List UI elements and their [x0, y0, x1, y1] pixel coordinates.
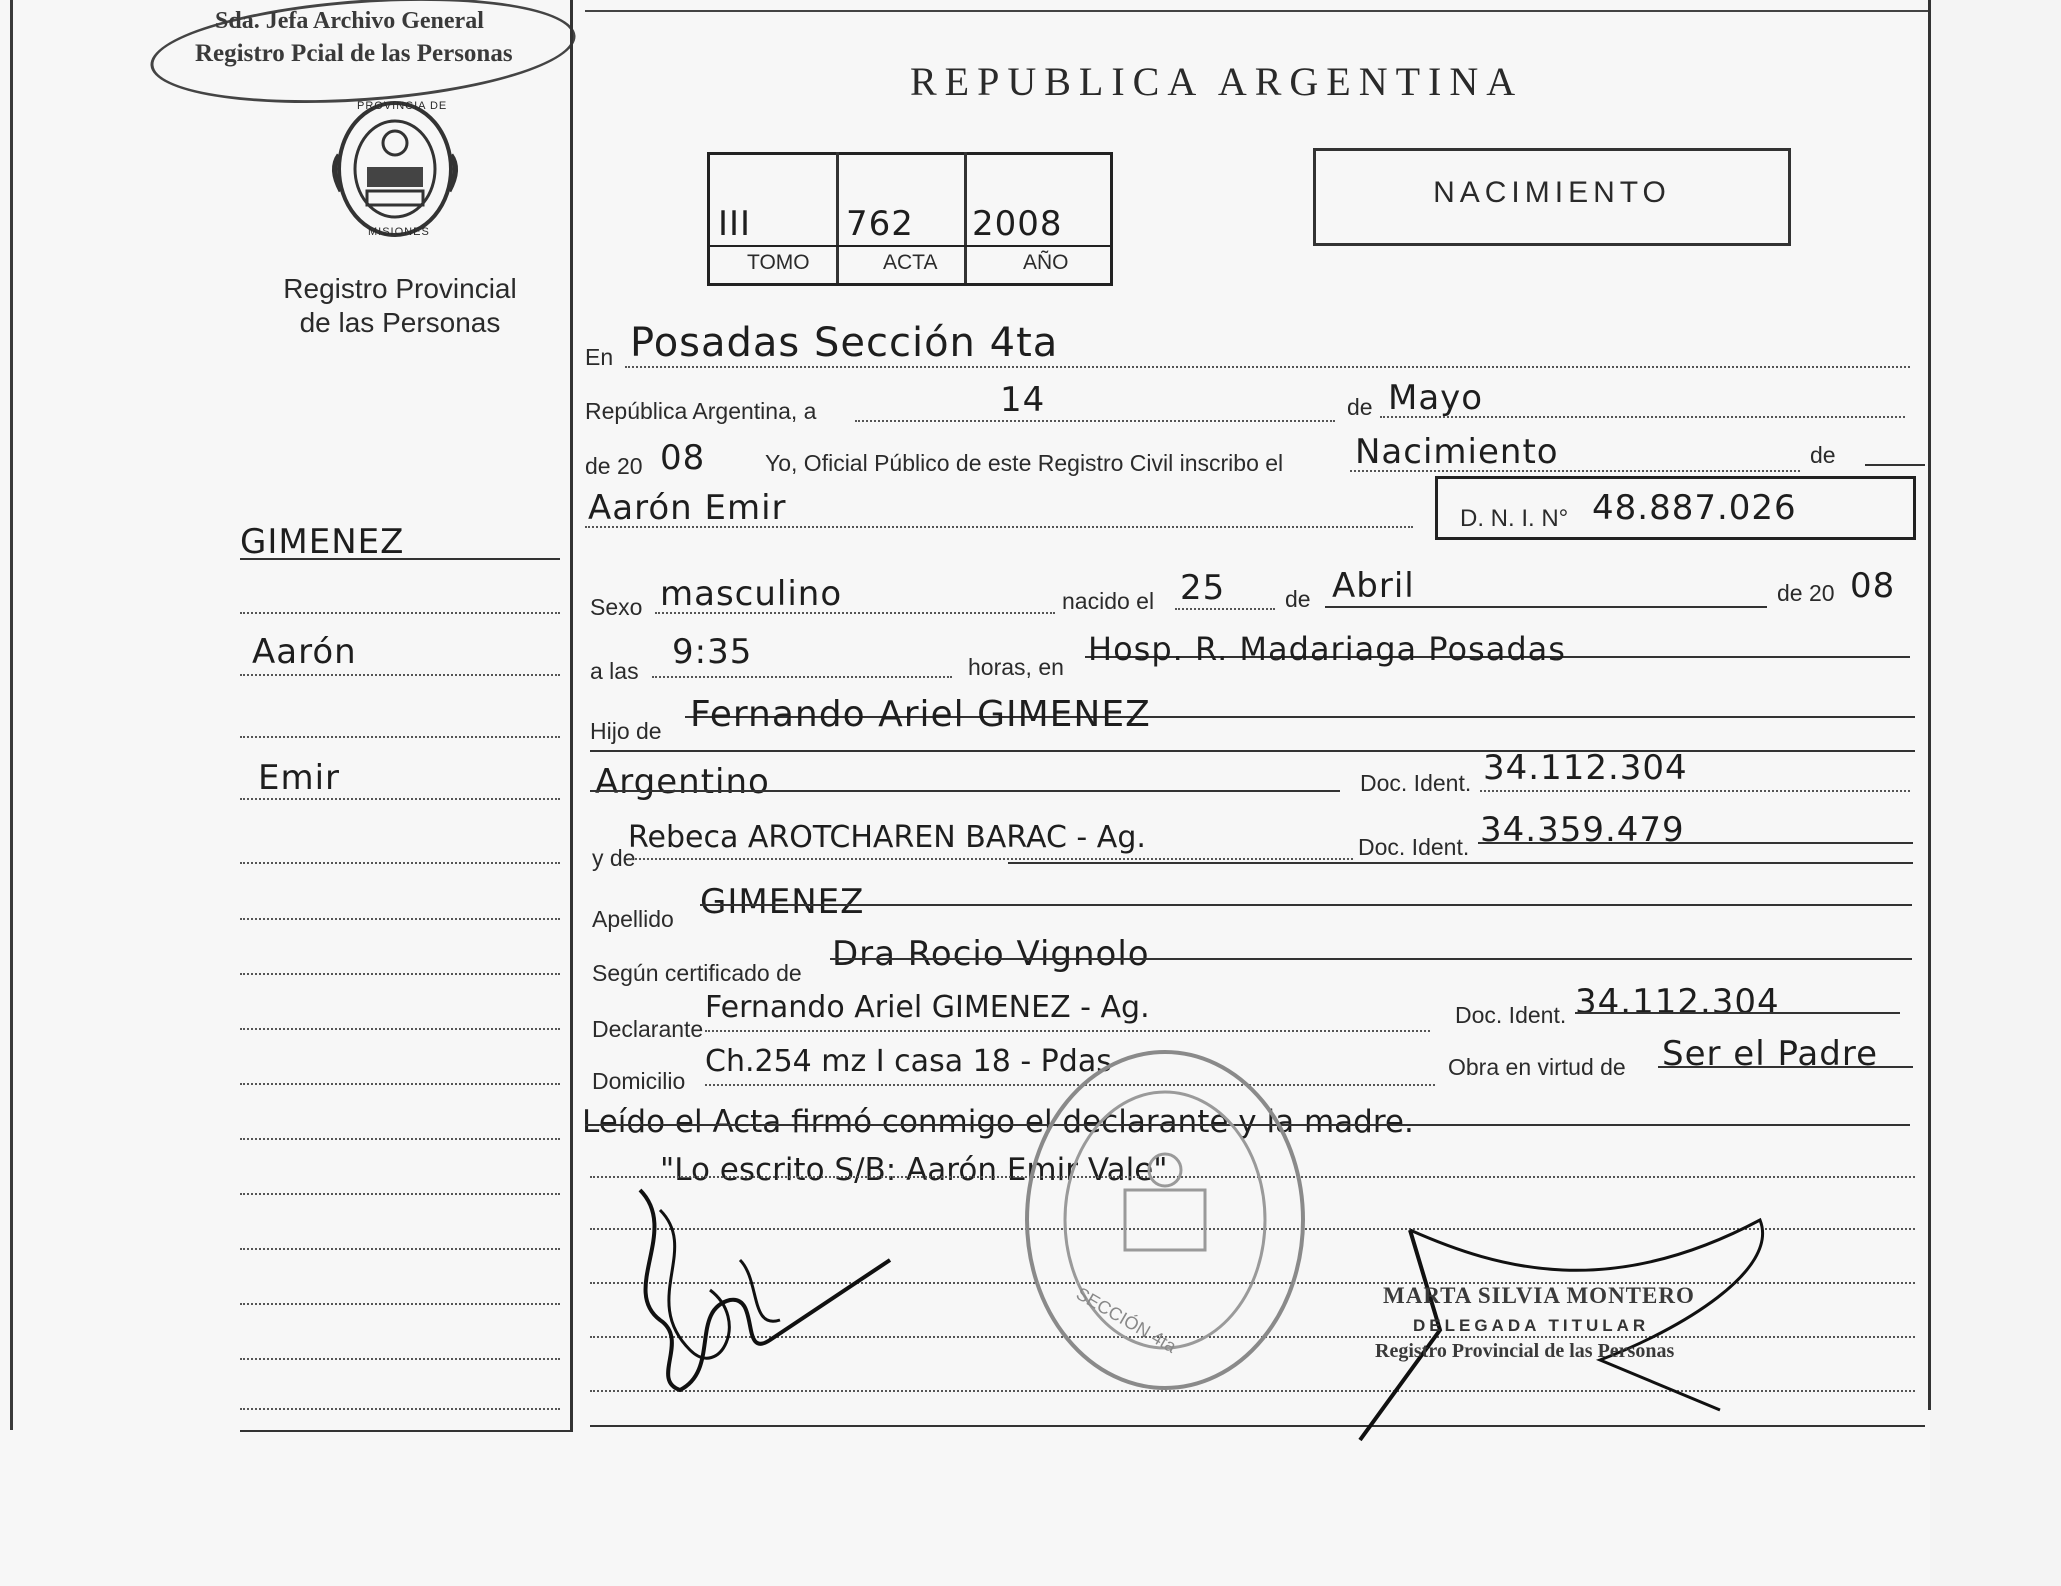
line-obra — [1658, 1066, 1913, 1068]
field-declarante-doc: 34.112.304 — [1575, 982, 1780, 1022]
field-inscribe: Nacimiento — [1355, 432, 1559, 472]
field-anio-insc: 08 — [660, 438, 706, 478]
seal-bottom-text: MISIONES — [368, 226, 430, 238]
margin-line — [240, 1028, 560, 1030]
margin-line — [240, 1358, 560, 1360]
anio-label: AÑO — [1023, 251, 1069, 274]
label-doc-ident-1: Doc. Ident. — [1360, 770, 1472, 796]
label-de20b: de 20 — [1777, 580, 1835, 606]
field-certificado: Dra Rocio Vignolo — [832, 934, 1150, 974]
field-padre-doc: 34.112.304 — [1483, 748, 1688, 788]
margin-line — [240, 1248, 560, 1250]
record-box-label-rule — [707, 245, 1110, 247]
field-dni: 48.887.026 — [1592, 488, 1797, 528]
field-dia: 14 — [1000, 380, 1046, 420]
label-dni: D. N. I. N° — [1460, 505, 1569, 532]
margin-divider — [570, 0, 573, 1432]
record-box-divider — [836, 152, 839, 283]
line-apellido — [700, 904, 1912, 906]
margin-line — [240, 1303, 560, 1305]
field-apellido: GIMENEZ — [700, 882, 865, 922]
registry-line2: de las Personas — [299, 307, 501, 338]
margin-bottom-line — [240, 1430, 570, 1432]
margin-line — [240, 1193, 560, 1195]
margin-line — [240, 918, 560, 920]
line-declarante — [705, 1030, 1430, 1032]
country-title: REPUBLICA ARGENTINA — [910, 59, 1524, 104]
label-de: de — [1347, 394, 1373, 420]
margin-line — [240, 862, 560, 864]
right-border — [1928, 0, 1931, 1410]
left-border — [10, 0, 13, 1430]
label-domicilio: Domicilio — [592, 1068, 686, 1094]
line-nac-dia — [1175, 608, 1275, 610]
field-nombre: Aarón Emir — [588, 488, 787, 528]
line-padre-2 — [590, 750, 1915, 752]
field-madre-doc: 34.359.479 — [1480, 810, 1685, 850]
line-declarante-doc — [1575, 1012, 1900, 1014]
field-mes: Mayo — [1388, 378, 1484, 418]
field-lugar: Posadas Sección 4ta — [630, 320, 1059, 366]
line-madre — [628, 858, 1353, 860]
margin-line — [240, 1083, 560, 1085]
tomo-value: III — [718, 204, 752, 244]
tomo-label: TOMO — [747, 251, 810, 274]
field-sexo: masculino — [660, 574, 843, 614]
label-doc-ident-3: Doc. Ident. — [1455, 1002, 1567, 1028]
margin-line — [240, 973, 560, 975]
line-madre-doc — [1478, 842, 1913, 844]
label-de-2: de — [1810, 442, 1836, 468]
official-name: MARTA SILVIA MONTERO — [1383, 1283, 1695, 1308]
line-madre-2 — [1008, 862, 1913, 864]
label-de20: de 20 — [585, 453, 643, 479]
margin-line — [240, 1138, 560, 1140]
declarant-signature — [600, 1170, 900, 1410]
margin-line — [240, 558, 560, 560]
line-padre-nac — [590, 790, 1340, 792]
field-madre: Rebeca AROTCHAREN BARAC - Ag. — [628, 820, 1146, 855]
round-seal-section: SECCIÓN 4ta — [1072, 1283, 1180, 1357]
margin-surname: GIMENEZ — [240, 522, 405, 562]
archive-stamp-line2: Registro Pcial de las Personas — [195, 40, 513, 67]
misiones-seal — [325, 95, 465, 243]
label-declarante: Declarante — [592, 1016, 704, 1042]
registry-name — [260, 272, 540, 340]
archive-stamp-line1: Sda. Jefa Archivo General — [215, 8, 484, 34]
field-lugar-nac: Hosp. R. Madariaga Posadas — [1088, 630, 1566, 668]
acta-value: 762 — [846, 204, 914, 244]
label-en: En — [585, 344, 614, 370]
registry-line1: Registro Provincial — [283, 273, 517, 304]
field-nac-anio: 08 — [1850, 566, 1896, 606]
line-nombre — [585, 526, 1413, 528]
line-hora — [652, 676, 952, 678]
top-rule — [585, 10, 1930, 12]
margin-name2: Emir — [258, 758, 341, 798]
label-hijo-de: Hijo de — [590, 718, 662, 744]
margin-line — [240, 674, 560, 676]
label-de-3: de — [1285, 586, 1311, 612]
seal-top-text: PROVINCIA DE — [357, 100, 448, 112]
line-dia — [855, 420, 1335, 422]
field-hora: 9:35 — [672, 632, 753, 672]
label-republica: República Argentina, a — [585, 398, 817, 424]
field-padre: Fernando Ariel GIMENEZ — [690, 694, 1151, 735]
line-nac-mes — [1325, 606, 1767, 608]
field-nac-mes: Abril — [1332, 566, 1415, 606]
anio-value: 2008 — [972, 204, 1063, 244]
label-nacido-el: nacido el — [1062, 588, 1155, 614]
field-obra: Ser el Padre — [1662, 1034, 1878, 1074]
line-certificado — [830, 958, 1912, 960]
kind-title: NACIMIENTO — [1433, 176, 1671, 209]
label-yo-oficial: Yo, Oficial Público de este Registro Civil inscribo el — [765, 450, 1284, 476]
label-obra: Obra en virtud de — [1448, 1054, 1626, 1080]
official-role: DELEGADA TITULAR — [1413, 1316, 1650, 1335]
field-padre-nac: Argentino — [595, 762, 770, 802]
margin-line — [240, 798, 560, 800]
label-sexo: Sexo — [590, 594, 643, 620]
line-de-2 — [1865, 464, 1925, 466]
record-box-divider — [964, 152, 967, 283]
field-domicilio: Ch.254 mz I casa 18 - Pdas — [705, 1044, 1112, 1079]
field-nac-dia: 25 — [1180, 568, 1226, 608]
label-apellido: Apellido — [592, 906, 674, 932]
acta-label: ACTA — [883, 251, 938, 274]
label-a-las: a las — [590, 658, 639, 684]
margin-name1: Aarón — [252, 632, 357, 672]
label-doc-ident-2: Doc. Ident. — [1358, 834, 1470, 860]
margin-line — [240, 612, 560, 614]
note-line1: Leído el Acta firmó conmigo el declarante y la madre. — [582, 1104, 1414, 1140]
signature-scribble-icon — [600, 1170, 900, 1410]
label-horas-en: horas, en — [968, 654, 1064, 680]
line-padre-doc — [1480, 790, 1910, 792]
field-declarante: Fernando Ariel GIMENEZ - Ag. — [705, 990, 1150, 1025]
label-y-de: y de — [592, 845, 636, 871]
note-line2: "Lo escrito S/B: Aarón Emir Vale" — [660, 1152, 1168, 1188]
margin-line — [240, 1408, 560, 1410]
seal-emblem-icon — [325, 95, 465, 243]
line-en — [625, 366, 1910, 368]
margin-line — [240, 736, 560, 738]
label-segun: Según certificado de — [592, 960, 802, 986]
official-office: Registro Provincial de las Personas — [1375, 1340, 1675, 1362]
